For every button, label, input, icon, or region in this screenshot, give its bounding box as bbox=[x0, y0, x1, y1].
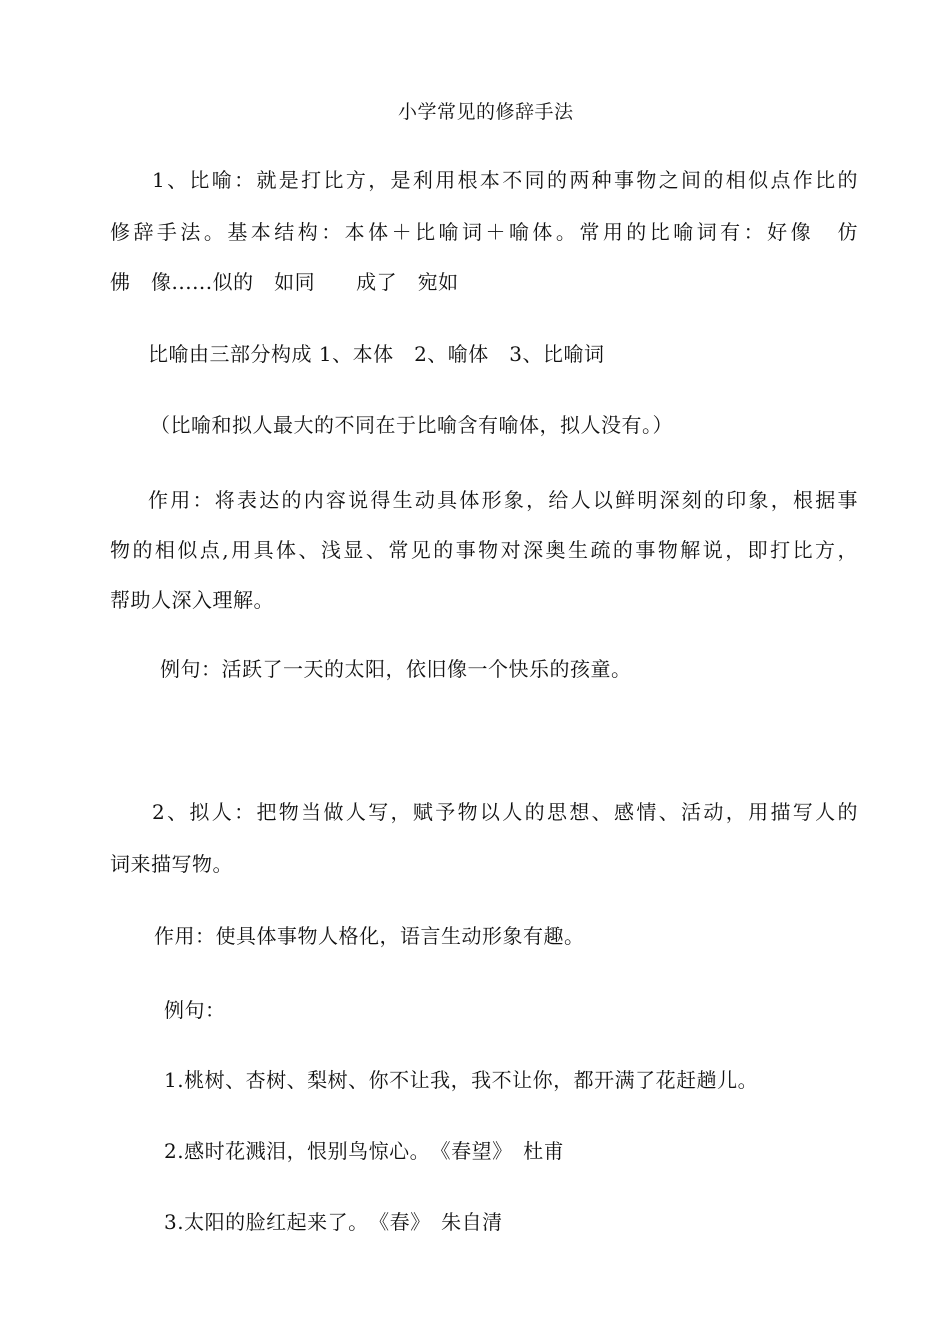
personification-example-3: 3.太阳的脸红起来了。 《春》 朱自清 bbox=[164, 1210, 503, 1234]
simile-effect-line-3: 帮助人深入理解。 bbox=[110, 588, 274, 612]
simile-definition-line-1: 1、比喻：就是打比方，是利用根本不同的两种事物之间的相似点作比的 bbox=[152, 168, 858, 192]
personification-definition-line-2: 词来描写物。 bbox=[110, 852, 233, 876]
simile-effect-line-1: 作用：将表达的内容说得生动具体形象，给人以鲜明深刻的印象，根据事 bbox=[148, 488, 858, 512]
simile-effect-line-2: 物的相似点,用具体、浅显、常见的事物对深奥生疏的事物解说，即打比方， bbox=[110, 538, 858, 562]
simile-note: （比喻和拟人最大的不同在于比喻含有喻体，拟人没有。） bbox=[150, 413, 673, 437]
personification-example-1: 1.桃树、杏树、梨树、你不让我，我不让你，都开满了花赶趟儿。 bbox=[164, 1068, 759, 1092]
simile-example: 例句：活跃了一天的太阳，依旧像一个快乐的孩童。 bbox=[160, 657, 632, 681]
personification-definition-line-1: 2、拟人：把物当做人写，赋予物以人的思想、感情、活动，用描写人的 bbox=[152, 800, 858, 824]
simile-definition-line-3: 佛 像......似的 如同 成了 宛如 bbox=[110, 270, 459, 294]
personification-effect: 作用：使具体事物人格化，语言生动形象有趣。 bbox=[154, 924, 585, 948]
personification-example-2: 2.感时花溅泪，恨别鸟惊心。 《春望》 杜甫 bbox=[164, 1139, 565, 1163]
document-title: 小学常见的修辞手法 bbox=[398, 101, 574, 123]
simile-parts: 比喻由三部分构成 1、本体 2、喻体 3、比喻词 bbox=[148, 342, 605, 366]
personification-example-label: 例句： bbox=[164, 998, 226, 1022]
simile-definition-line-2: 修辞手法。基本结构：本体＋比喻词＋喻体。常用的比喻词有：好像 仿 bbox=[110, 220, 858, 244]
